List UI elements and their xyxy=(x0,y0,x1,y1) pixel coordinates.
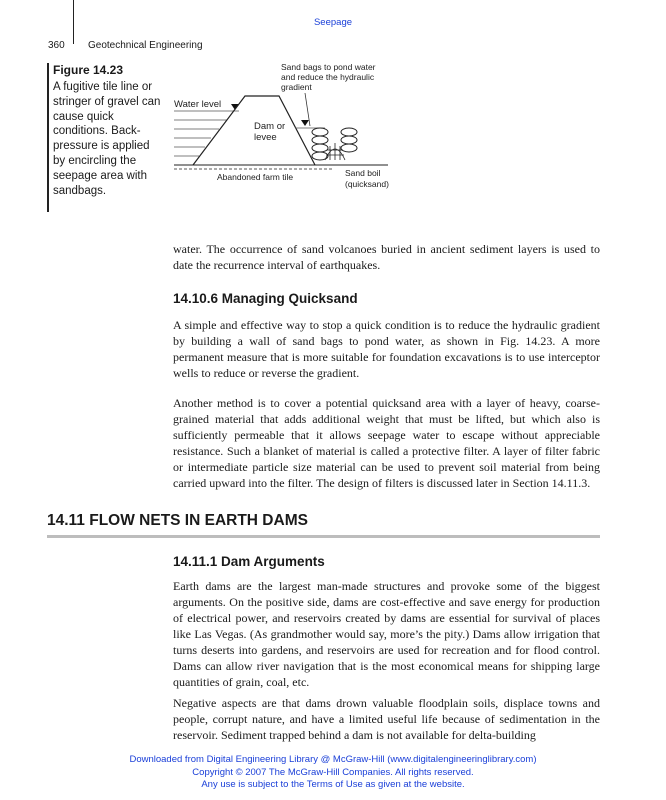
figure-caption: A fugitive tile line or stringer of gravel can cause quick conditions. Back-pressure is applied by encircling the seepage area with sandbags. xyxy=(53,81,161,197)
footer-terms[interactable]: Any use is subject to the Terms of Use as given at the website. xyxy=(201,779,465,790)
label-dam-1: Dam or xyxy=(254,121,286,132)
label-sand-bags-1: Sand bags to pond water xyxy=(281,62,376,72)
label-sand-boil-2: (quicksand) xyxy=(345,179,389,189)
figure-label: Figure 14.23 xyxy=(53,63,124,77)
section-heading-14-11-1: 14.11.1 Dam Arguments xyxy=(173,554,325,569)
label-water-level: Water level xyxy=(174,99,222,110)
section-heading-14-11: 14.11 FLOW NETS IN EARTH DAMS xyxy=(47,512,308,529)
label-sand-bags-2: and reduce the hydraulic xyxy=(281,72,375,82)
header-rule xyxy=(73,0,74,44)
caption-rule xyxy=(47,63,49,212)
paragraph-managing-2: Another method is to cover a potential quicksand area with a layer of heavy, coarse-grained material that adds additional weight that must be lifted, but which also is sufficiently permeable that it allows seepage water to escape without appreciable resistance. Such a blanket of material is called a protective filter. A layer of filter fabric or intermediate particle size material can be used to prevent soil material from being carried upward into the filter. The design of filters is discussed later in Section 14.11.3. xyxy=(173,396,600,490)
paragraph-dam-1: Earth dams are the largest man-made structures and provoke some of the biggest arguments. On the positive side, dams are cost-effective and save energy for production of electrical power, and reservoirs created by dams are essential for survival of places like Las Vegas. (As grandmother would say, more’s the pity.) Dams allow irrigation that turns deserts into gardens, and reservoirs are used for recreation and for flood control. Dams can allow river navigation that is the most economical means for shipping large quantities of grain, coal, etc. xyxy=(173,579,600,689)
figure-14-23-diagram xyxy=(165,58,405,198)
label-farm-tile: Abandoned farm tile xyxy=(217,172,294,182)
top-seepage-link[interactable]: Seepage xyxy=(313,17,353,28)
section-heading-14-10-6: 14.10.6 Managing Quicksand xyxy=(173,291,358,306)
label-sand-bags-3: gradient xyxy=(281,82,312,92)
paragraph-dam-2: Negative aspects are that dams drown valuable floodplain soils, displace towns and people, corrupt nature, and have a limited useful life because of sedimentation in the reservoir. Sediment trapped behind a dam is not available for delta-building xyxy=(173,696,600,742)
paragraph-managing-1: A simple and effective way to stop a quick condition is to reduce the hydraulic gradient by building a wall of sand bags to pond water, as shown in Fig. 14.23. A more permanent measure that is more suitable for foundation excavations is to use interceptor wells to reduce or reverse the gradient. xyxy=(173,318,600,380)
page-number: 360 xyxy=(48,40,65,51)
footer xyxy=(0,754,666,792)
water-level-right-icon xyxy=(301,120,309,126)
running-head: Geotechnical Engineering xyxy=(88,40,203,51)
footer-copyright[interactable]: Copyright © 2007 The McGraw-Hill Companies. All rights reserved. xyxy=(192,766,474,778)
label-sand-boil-1: Sand boil xyxy=(345,168,381,178)
section-rule xyxy=(47,535,600,538)
label-dam-2: levee xyxy=(254,132,277,143)
paragraph-continued: water. The occurrence of sand volcanoes buried in ancient sediment layers is used to date the recurrence interval of earthquakes. xyxy=(173,242,600,272)
footer-download-link[interactable]: Downloaded from Digital Engineering Library @ McGraw-Hill (www.digitalengineeringlibrary.com) xyxy=(129,754,537,765)
